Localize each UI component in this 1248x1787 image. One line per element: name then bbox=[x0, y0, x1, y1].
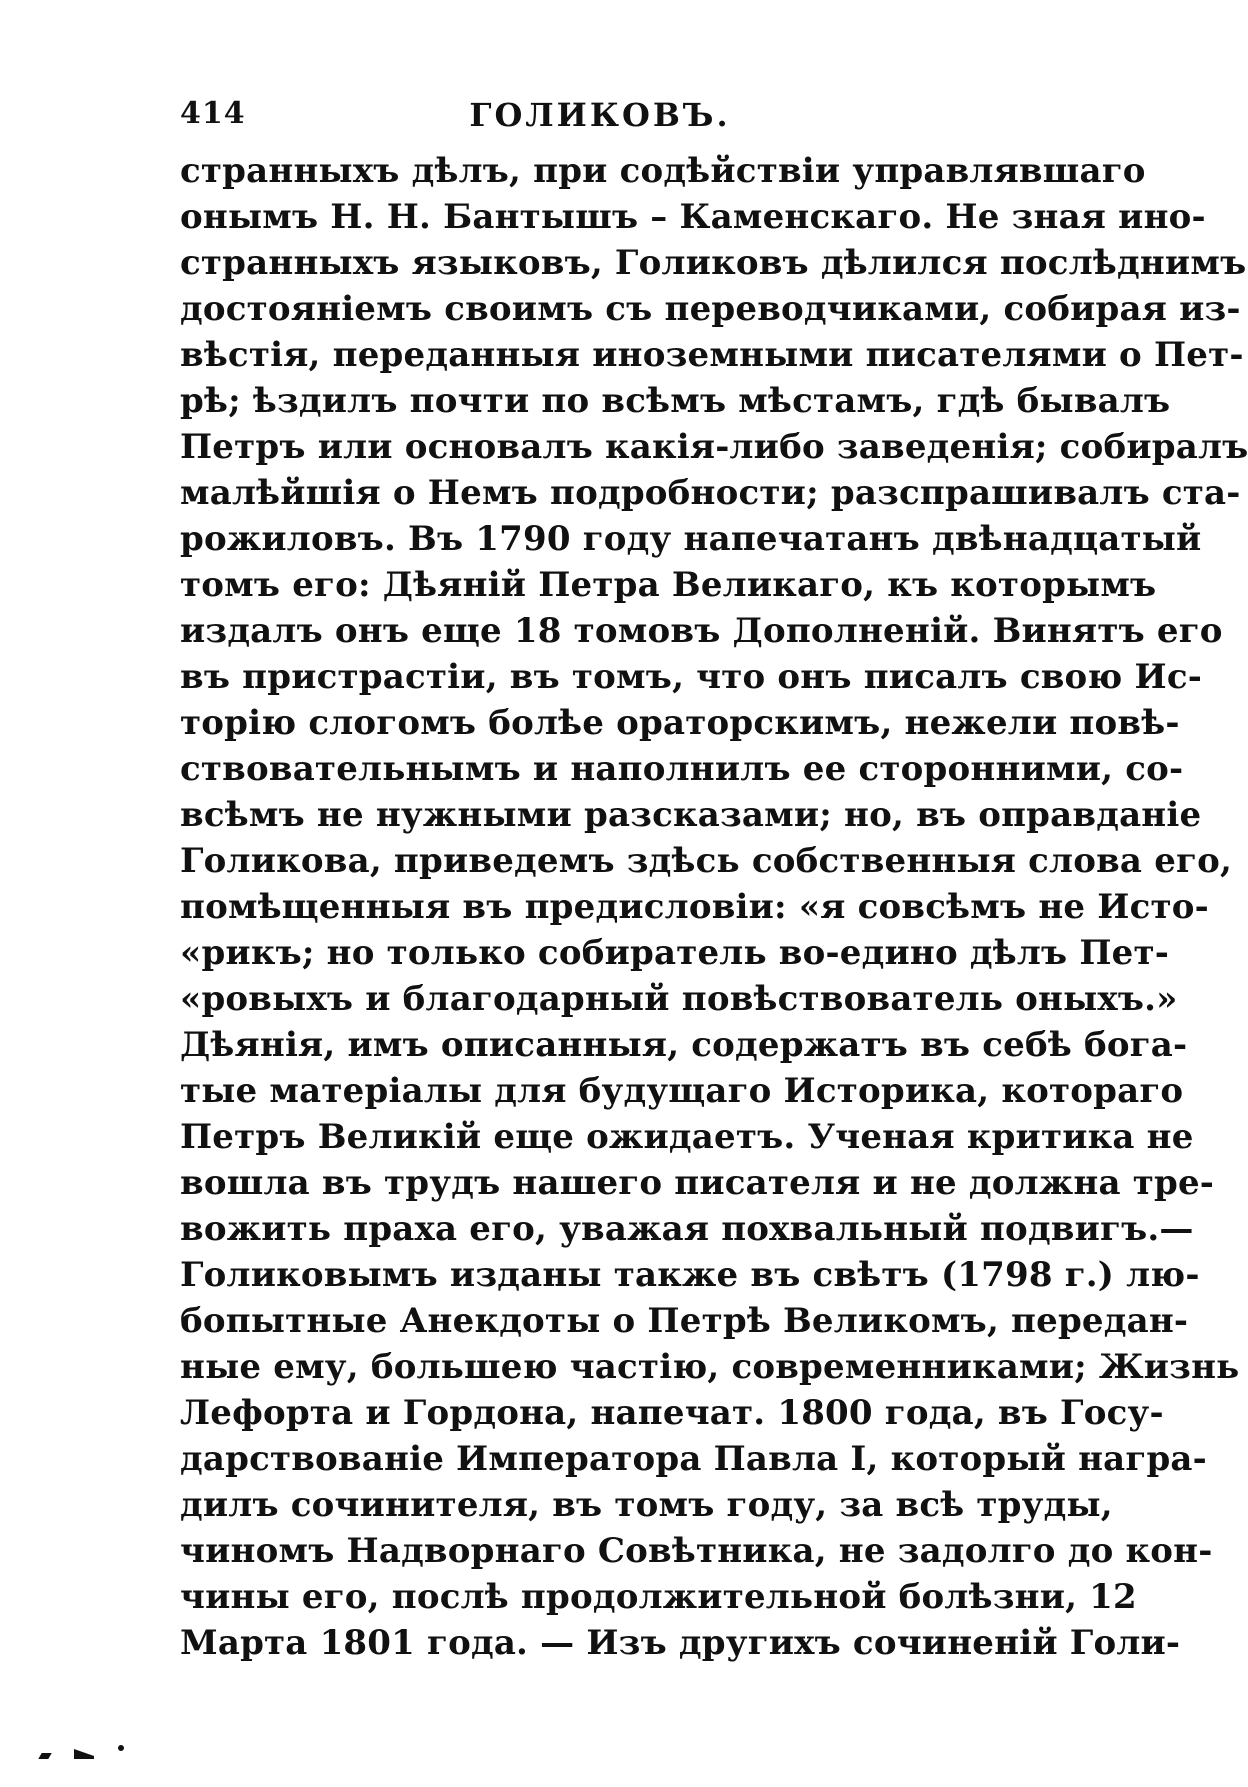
text-line: вожить праха его, уважая похвальный подвигъ.— bbox=[180, 1209, 1194, 1249]
text-line: рѣ; ѣздилъ почти по всѣмъ мѣстамъ, гдѣ бывалъ bbox=[180, 381, 1171, 421]
text-line: ные ему, большею частію, современниками; Жизнь bbox=[180, 1347, 1240, 1387]
text-line: онымъ Н. Н. Бантышъ – Каменскаго. Не зная ино- bbox=[180, 197, 1206, 237]
text-line: всѣмъ не нужными разсказами; но, въ оправданіе bbox=[180, 795, 1202, 835]
scan-artifact-marks bbox=[40, 1745, 160, 1765]
text-line: издалъ онъ еще 18 томовъ Дополненій. Винятъ его bbox=[180, 611, 1223, 651]
text-line: торію слогомъ болѣе ораторскимъ, нежели повѣ- bbox=[180, 703, 1180, 743]
page-header bbox=[180, 96, 1020, 136]
text-line: помѣщенныя въ предисловіи: «я совсѣмъ не Исто- bbox=[180, 887, 1209, 927]
text-line: «рикъ; но только собиратель во-едино дѣлъ Пет- bbox=[180, 933, 1170, 973]
text-line: малѣйшія о Немъ подробности; разспрашивалъ ста- bbox=[180, 473, 1241, 513]
text-line: странныхъ языковъ, Голиковъ дѣлился послѣднимъ bbox=[180, 243, 1247, 283]
text-line: ствовательнымъ и наполнилъ ее сторонними, со- bbox=[180, 749, 1184, 789]
text-line: достояніемъ своимъ съ переводчиками, собирая из- bbox=[180, 289, 1241, 329]
ink-speck bbox=[74, 1749, 94, 1759]
text-line: вошла въ трудъ нашего писателя и не должна тре- bbox=[180, 1163, 1215, 1203]
text-line: Петръ или основалъ какія-либо заведенія; собиралъ bbox=[180, 427, 1248, 467]
text-line: бопытные Анекдоты о Петрѣ Великомъ, передан- bbox=[180, 1301, 1189, 1341]
text-line: странныхъ дѣлъ, при содѣйствіи управлявшаго bbox=[180, 151, 1146, 191]
ink-speck bbox=[118, 1745, 124, 1751]
text-line: дарствованіе Императора Павла I, который награ- bbox=[180, 1439, 1207, 1479]
text-line: томъ его: Дѣяній Петра Великаго, къ которымъ bbox=[180, 565, 1157, 605]
body-text bbox=[180, 148, 1248, 1666]
text-line: «ровыхъ и благодарный повѣствователь оныхъ.» bbox=[180, 979, 1178, 1019]
text-line: вѣстія, переданныя иноземными писателями о Пет- bbox=[180, 335, 1244, 375]
page-number: 414 bbox=[180, 96, 246, 131]
text-line: Дѣянія, имъ описанныя, содержатъ въ себѣ бога- bbox=[180, 1025, 1188, 1065]
ink-speck bbox=[38, 1753, 51, 1759]
text-line: тые матеріалы для будущаго Историка, котораго bbox=[180, 1071, 1184, 1111]
text-line: Голикова, приведемъ здѣсь собственныя слова его, bbox=[180, 841, 1232, 881]
text-line: Марта 1801 года. — Изъ другихъ сочиненій Голи- bbox=[180, 1623, 1181, 1663]
text-line: Голиковымъ изданы также въ свѣтъ (1798 г.) лю- bbox=[180, 1255, 1200, 1295]
text-line: рожиловъ. Въ 1790 году напечатанъ двѣнадцатый bbox=[180, 519, 1202, 559]
text-line: въ пристрастіи, въ томъ, что онъ писалъ свою Ис- bbox=[180, 657, 1203, 697]
text-line: чиномъ Надворнаго Совѣтника, не задолго до кон- bbox=[180, 1531, 1213, 1571]
text-line: чины его, послѣ продолжительной болѣзни, 12 bbox=[180, 1577, 1137, 1617]
text-line: Петръ Великій еще ожидаетъ. Ученая критика не bbox=[180, 1117, 1194, 1157]
running-title: ГОЛИКОВЪ. bbox=[469, 96, 731, 134]
text-line: дилъ сочинителя, въ томъ году, за всѣ труды, bbox=[180, 1485, 1113, 1525]
text-line: Лефорта и Гордона, напечат. 1800 года, въ Госу- bbox=[180, 1393, 1164, 1433]
